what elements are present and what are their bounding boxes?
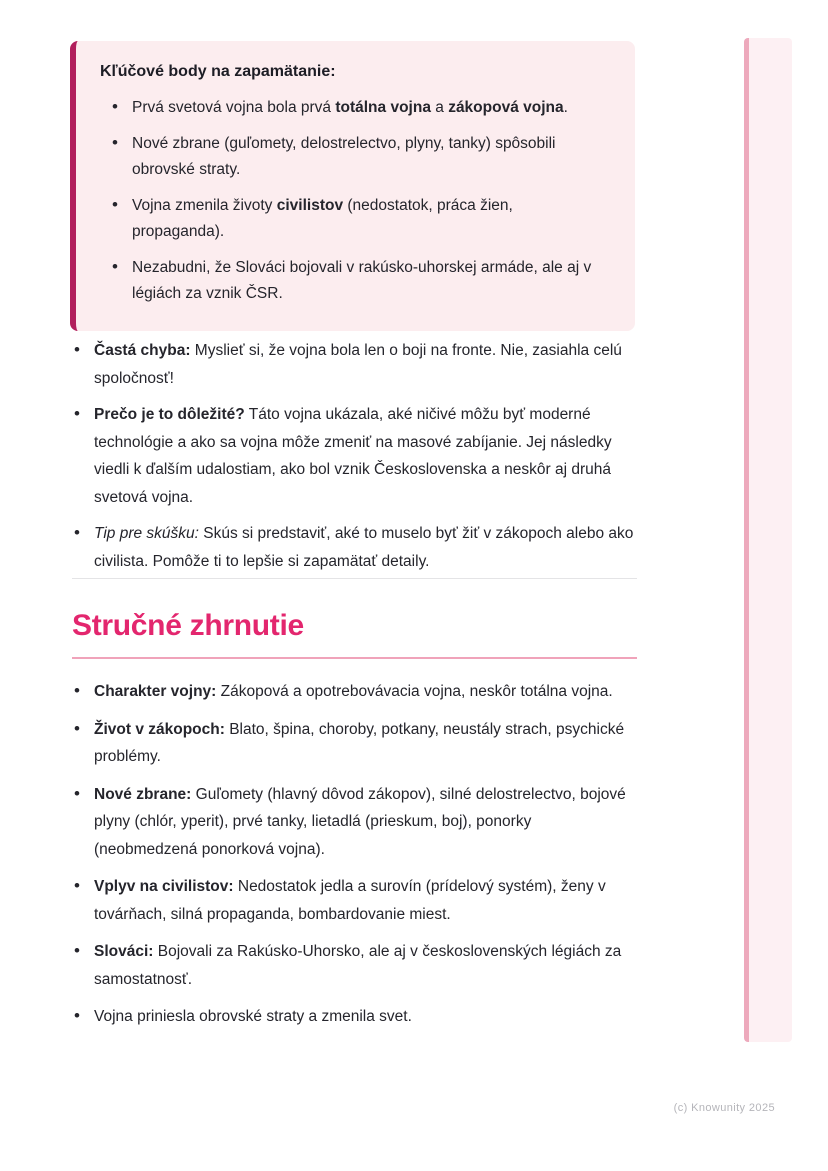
- list-item-text: Vplyv na civilistov: Nedostatok jedla a surovín (prídelový systém), ženy v továrňach, silná propaganda, bombardovanie miest.: [94, 878, 606, 923]
- key-points-callout: [70, 41, 635, 331]
- notes-section: [72, 337, 637, 584]
- notes-bullet-list: [72, 337, 637, 575]
- list-item-text: Vojna priniesla obrovské straty a zmenila svet.: [94, 1008, 412, 1025]
- list-item: [110, 131, 607, 183]
- list-item: [72, 678, 637, 706]
- list-item-text: Charakter vojny: Zákopová a opotrebovávacia vojna, neskôr totálna vojna.: [94, 683, 613, 700]
- callout-bullet-list: [100, 95, 607, 307]
- section-divider: [72, 578, 637, 579]
- summary-heading-rule: [72, 657, 637, 659]
- list-item-text: Častá chyba: Myslieť si, že vojna bola len o boji na fronte. Nie, zasiahla celú spoločnosť!: [94, 342, 622, 387]
- list-item: [72, 337, 637, 392]
- list-item: [72, 873, 637, 928]
- list-item: [72, 938, 637, 993]
- copyright-footer: (c) Knowunity 2025: [673, 1102, 775, 1114]
- list-item-text: Nové zbrane: Guľomety (hlavný dôvod zákopov), silné delostrelectvo, bojové plyny (chlór, yperit), prvé tanky, lietadlá (prieskum, boj), ponorky (neobmedzená ponorková vojna).: [94, 785, 626, 858]
- list-item-text: Nezabudni, že Slováci bojovali v rakúsko-uhorskej armáde, ale aj v légiách za vznik ČSR.: [132, 259, 592, 302]
- list-item-text: Prvá svetová vojna bola prvá totálna vojna a zákopová vojna.: [132, 99, 568, 116]
- summary-heading-block: [72, 608, 637, 659]
- summary-bullet-list: [72, 678, 637, 1031]
- list-item-text: Slováci: Bojovali za Rakúsko-Uhorsko, ale aj v československých légiách za samostatnosť.: [94, 943, 622, 988]
- list-item: [72, 716, 637, 771]
- list-item-text: Vojna zmenila životy civilistov (nedostatok, práca žien, propaganda).: [132, 197, 513, 240]
- list-item: [110, 255, 607, 307]
- list-item: [72, 520, 637, 575]
- list-item: [72, 781, 637, 864]
- list-item-text: Život v zákopoch: Blato, špina, choroby, potkany, neustály strach, psychické problémy.: [94, 720, 625, 765]
- list-item: [110, 95, 607, 121]
- list-item-text: Tip pre skúšku: Skús si predstaviť, aké to muselo byť žiť v zákopoch alebo ako civilista. Pomôže ti to lepšie si zapamätať detaily.: [94, 525, 634, 570]
- page-edge-strip: [744, 38, 792, 1042]
- summary-heading: Stručné zhrnutie: [72, 609, 304, 642]
- list-item-text: Prečo je to dôležité? Táto vojna ukázala, aké ničivé môžu byť moderné technológie a ako sa vojna môže zmeniť na masové zabíjanie. Jej následky viedli k ďalším udalostiam, ako bol vznik Československa a neskôr aj druhá svetová vojna.: [94, 406, 612, 506]
- summary-section: [72, 678, 637, 1041]
- list-item: [72, 401, 637, 511]
- list-item: [110, 193, 607, 245]
- list-item: [72, 1003, 637, 1031]
- callout-title: Kľúčové body na zapamätanie:: [100, 63, 336, 80]
- list-item-text: Nové zbrane (guľomety, delostrelectvo, plyny, tanky) spôsobili obrovské straty.: [132, 135, 556, 178]
